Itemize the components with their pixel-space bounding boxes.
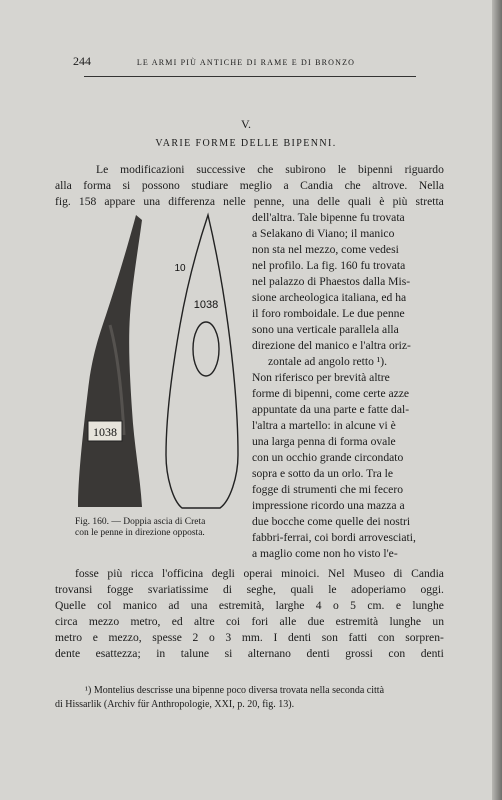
- text-line: metro e mezzo, spesse 2 o 3 mm. I denti son fatti con sorpren-: [55, 631, 444, 644]
- text-line: sione archeologica italiana, ed ha: [252, 291, 407, 304]
- inventory-number-left: 1038: [93, 425, 117, 439]
- text-line: due bocche come quelle dei nostri: [252, 515, 411, 528]
- running-title: LE ARMI PIÙ ANTICHE DI RAME E DI BRONZO: [136, 58, 356, 67]
- text-line: fosse più ricca l'officina degli operai minoici. Nel Museo di Candia: [75, 567, 444, 580]
- text-line: con un occhio grande circondato: [252, 451, 404, 464]
- footnote: ¹) Montelius descrisse una bipenne poco diversa trovata nella seconda città di Hissarlik (Archiv für Anthropologie, XXI, p. 20, fig. 13).: [55, 685, 385, 710]
- text-line: una larga penna di forma ovale: [252, 435, 396, 448]
- text-line: impressione ricordo una mazza a: [252, 499, 405, 512]
- text-line: dell'altra. Tale bipenne fu trovata: [252, 211, 405, 224]
- text-line: fig. 158 appare una differenza nelle penne, una delle quali è più stretta: [55, 195, 444, 208]
- text-line: Quelle col manico ad una estremità, larghe 4 o 5 cm. e lunghe: [55, 599, 444, 612]
- text-line: il foro romboidale. Le due penne: [252, 307, 405, 320]
- text-line: sopra e sotto da un orlo. Tra le: [252, 467, 394, 480]
- text-line: a maglio come non ho visto l'e-: [252, 547, 398, 560]
- text-line: sono una verticale parallela alla: [252, 323, 399, 336]
- section-number: V.: [240, 117, 252, 131]
- inventory-number-right: 1038: [193, 299, 219, 311]
- text-line: Le modificazioni successive che subirono le bipenni riguardo: [96, 163, 444, 176]
- shaft-hole-shape: [193, 322, 219, 376]
- text-line: zontale ad angolo retto ¹).: [268, 355, 388, 368]
- text-line: alla forma si possono studiare meglio a Candia che altrove. Nella: [55, 179, 444, 192]
- section-title: VARIE FORME DELLE BIPENNI.: [155, 138, 337, 149]
- text-line: dente esattezza; in talune si alternano denti grossi con denti: [55, 647, 444, 660]
- axe-figure: [70, 205, 250, 515]
- text-line: non sta nel mezzo, come vedesi: [252, 243, 399, 256]
- scale-mark: 10: [174, 263, 186, 274]
- text-line: forme di bipenni, come certe azze: [252, 387, 410, 400]
- axe-outline-shape: [166, 215, 238, 508]
- page-edge: [492, 0, 502, 800]
- text-line: circa mezzo metro, ed altre coi fori alle due estremità lunghe un: [55, 615, 444, 628]
- text-line: fogge di strumenti che mi fecero: [252, 483, 403, 496]
- header-rule: [84, 76, 416, 77]
- text-line: nel palazzo di Phaestos dalla Mis-: [252, 275, 411, 288]
- page-number: 244: [73, 54, 91, 68]
- text-line: appuntate da una parte e fatte dal-: [252, 403, 410, 416]
- text-line: fabbri-ferrai, coi bordi arrovesciati,: [252, 531, 416, 544]
- text-line: l'altra a martello: in alcune vi è: [252, 419, 396, 432]
- text-line: nel profilo. La fig. 160 fu trovata: [252, 259, 406, 272]
- figure-caption: Fig. 160. — Doppia ascia di Creta con le penne in direzione opposta.: [75, 517, 206, 538]
- text-line: Non riferisco per brevità altre: [252, 371, 390, 384]
- text-line: direzione del manico e l'altra oriz-: [252, 339, 411, 352]
- text-line: a Selakano di Viano; il manico: [252, 227, 395, 240]
- text-line: trovansi fogge svariatissime di seghe, quali le adoperiamo oggi.: [55, 583, 444, 596]
- axe-profile-shape: [78, 215, 142, 507]
